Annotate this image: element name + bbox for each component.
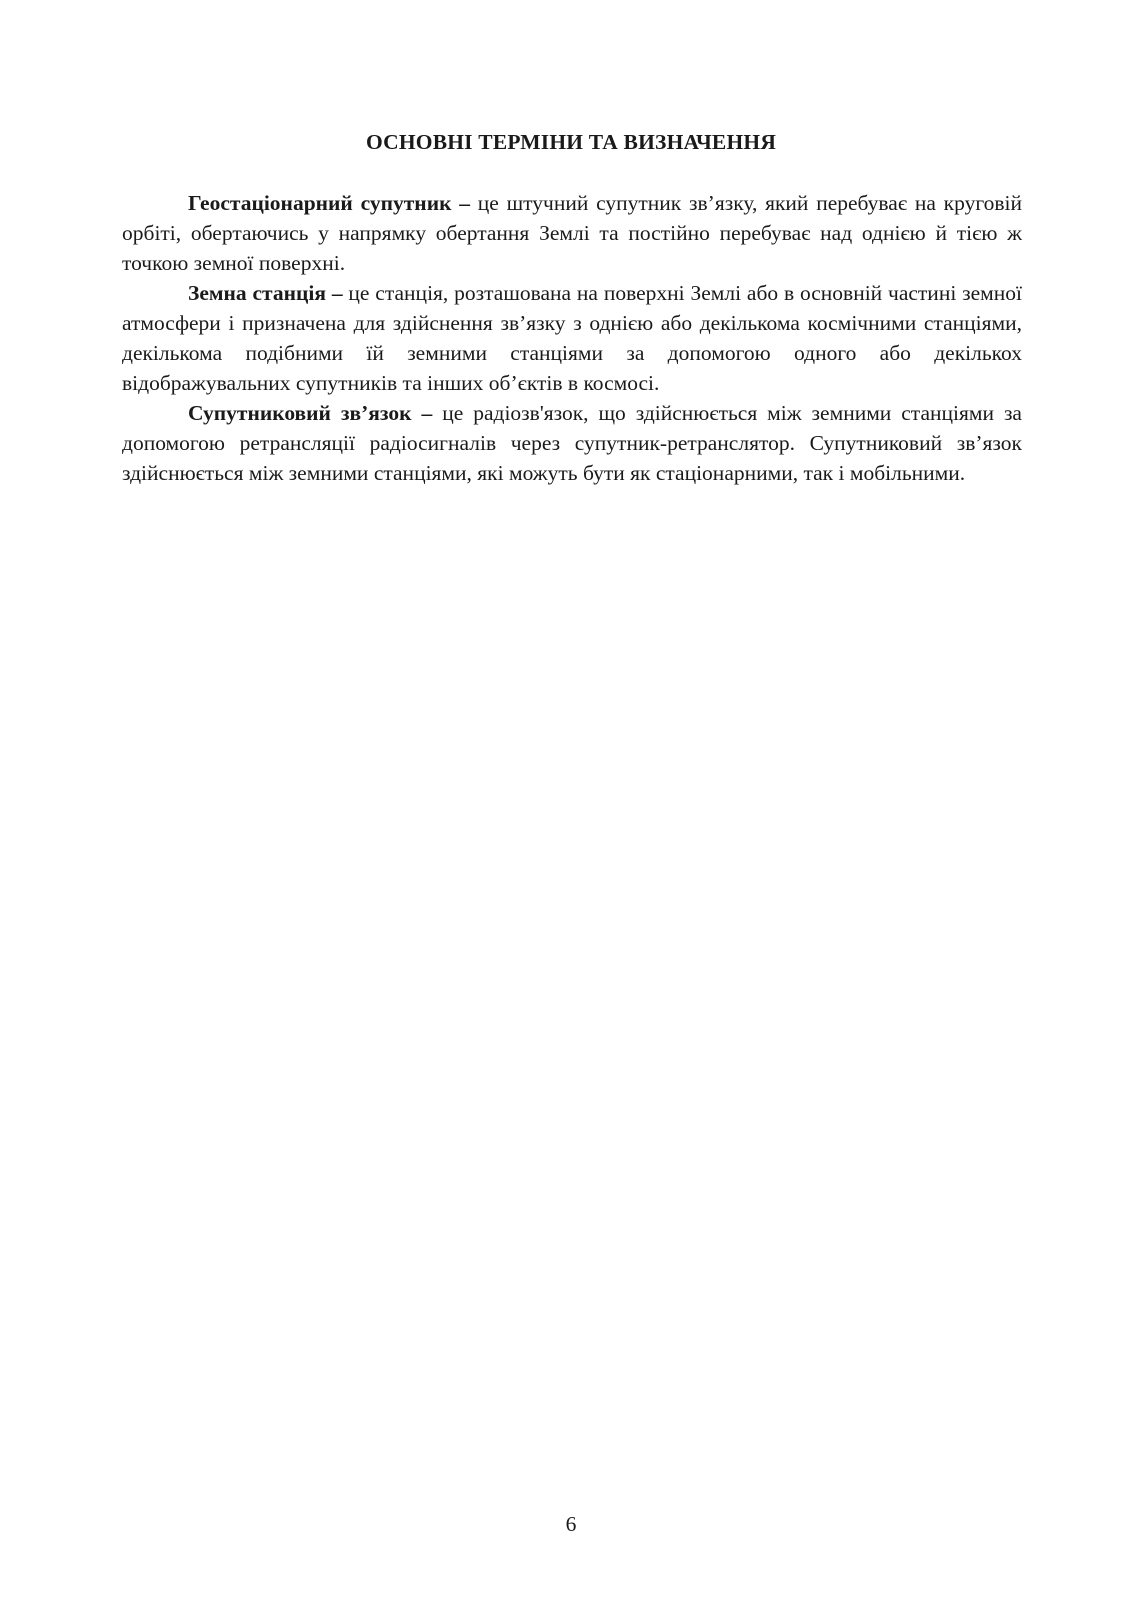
definition-satellite-communication (122, 398, 1022, 488)
definition-term: Геостаціонарний супутник – (188, 191, 470, 215)
definition-text: це станція, розташована на поверхні Землі або в основній частині земної атмосфери і призначена для здійснення зв’язку з однією або декількома космічними станціями, декількома подібними їй земними станціями за допомогою одного або декількох відображувальних супутників та інших об’єктів в космосі. (122, 281, 1022, 395)
definition-term: Земна станція – (188, 281, 343, 305)
page-title: ОСНОВНІ ТЕРМІНИ ТА ВИЗНАЧЕННЯ (365, 130, 777, 154)
definition-earth-station (122, 278, 1022, 398)
definitions-section (122, 188, 1022, 488)
definition-text: це радіозв'язок, що здійснюється між земними станціями за допомогою ретрансляції радіосигналів через супутник-ретранслятор. Супутниковий зв’язок здійснюється між земними станціями, які можуть бути як стаціонарними, так і мобільними. (122, 401, 1022, 485)
definition-geostationary-satellite (122, 188, 1022, 278)
page-number: 6 (565, 1512, 577, 1536)
definition-term: Супутниковий зв’язок – (188, 401, 433, 425)
definition-text: це штучний супутник зв’язку, який перебуває на круговій орбіті, обертаючись у напрямку обертання Землі та постійно перебуває над однією й тією ж точкою земної поверхні. (122, 191, 1022, 275)
